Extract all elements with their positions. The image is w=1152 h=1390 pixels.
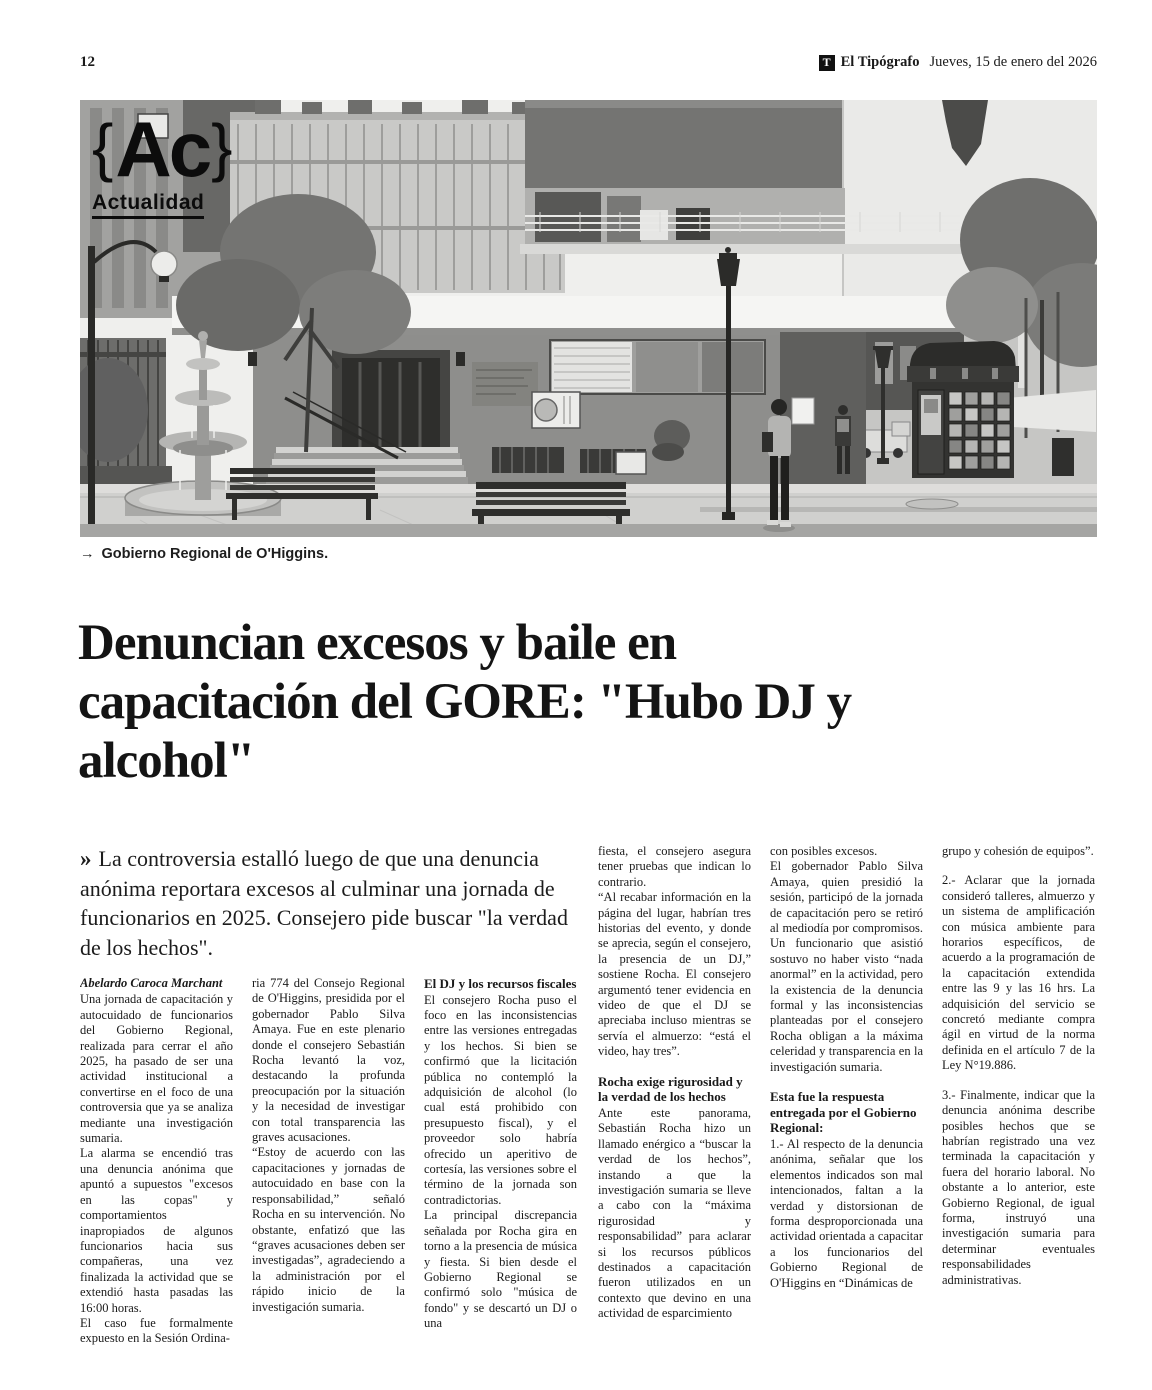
text-column	[598, 844, 751, 1338]
text-column	[80, 976, 233, 1354]
headline-line: alcohol"	[78, 733, 255, 790]
foreground-pavement	[80, 524, 1097, 537]
body-paragraph: 2.- Aclarar que la jornada consideró talleres, almuerzo y un sistema de amplificación con música ambiente para horarios específicos, de acuerdo a la programación de la capacitación extendida entre las 9 y las 16 hrs. La adquisición del servicio se concretó mediante compra ágil en virtud de la norma definida en el artículo 7 de la Ley N°19.886.	[942, 873, 1095, 1073]
newspaper-name: El Tipógrafo	[840, 54, 920, 70]
article-photo	[80, 100, 1097, 537]
text-column	[252, 976, 405, 1354]
badge-brace-right: }	[211, 111, 233, 183]
caption-arrow-icon: →	[80, 546, 95, 562]
text-column	[770, 844, 923, 1338]
section-subhead: Rocha exige rigurosidad y la verdad de los hechos	[598, 1073, 743, 1105]
body-paragraph: ria 774 del Consejo Regional de O'Higgins, presidida por el gobernador Pablo Silva Amaya. Fue en este plenario donde el consejero Sebastián Rocha levantó la voz, destacando la profunda preocupación por la situación y la necesidad de investigar con total transparencia las graves acusaciones.	[252, 976, 405, 1145]
trash-bin	[1052, 438, 1074, 476]
caption-text: Gobierno Regional de O'Higgins.	[101, 546, 329, 562]
body-paragraph: Ante este panorama, Sebastián Rocha hizo un llamado enérgico a “buscar la verdad de los hechos”, instando a que la investigación sumaria se lleve a cabo con la “máxima rigurosidad y responsabilidad” para aclarar si los recursos públicos destinados a capacitación fueron utilizados en un contexto que devino en una actividad de esparcimiento	[598, 1105, 751, 1321]
body-paragraph: “Al recabar información en la página del lugar, habrían tres historias del evento, y donde se aprecia, según el consejero, la presencia de un DJ,” sostiene Rocha. El consejero argumentó tener evidencia en video de que el DJ se apreciaba incluso mientras se servía el almuerzo: “está el video, hay tres”.	[598, 890, 751, 1059]
body-paragraph: La alarma se encendió tras una denuncia anónima que apuntó a supuestos "excesos en las copas" y comportamientos inapropiados de algunos funcionarios hacia sus compañeras, una vez finalizada la actividad que se extendió hasta pasadas las 16:00 horas.	[80, 1146, 233, 1315]
edition-date: Jueves, 15 de enero del 2026	[929, 54, 1097, 70]
lead-marker-icon: »	[80, 846, 92, 871]
body-paragraph: 3.- Finalmente, indicar que la denuncia anónima describe posibles hechos que se habrían registrado una vez terminada la capacitación y fuera del horario laboral. No obstante a lo anterior, este Gobierno Regional, de igual forma, instruyó una investigación sumaria para determinar eventuales responsabilidades administrativas.	[942, 1087, 1095, 1287]
badge-brace-left: {	[92, 111, 114, 183]
body-paragraph: grupo y cohesión de equipos”.	[942, 844, 1094, 858]
text-column	[942, 844, 1095, 1338]
body-paragraph: El caso fue formalmente expuesto en la Sesión Ordina-	[80, 1315, 233, 1346]
body-paragraph: Una jornada de capacitación y autocuidado de funcionarios del Gobierno Regional, realizada para cerrar el año 2025, ha pasado de ser una actividad institucional a convertirse en el foco de una controversia que ya se analiza mediante una investigación sumaria.	[80, 992, 233, 1146]
right-columns	[598, 844, 1097, 1338]
body-paragraph: 1.- Al respecto de la denuncia anónima, señalar que los elementos indicados son mal intencionados, faltan a la verdad y distorsionan de forma desproporcionada una actividad orientada a capacitar a los funcionarios del Gobierno Regional de O'Higgins en “Dinámicas de	[770, 1136, 923, 1290]
lead-text: La controversia estalló luego de que una denuncia anónima reportara excesos al culminar una jornada de funcionarios en 2025. Consejero pide buscar "la verdad de los hechos".	[80, 846, 568, 960]
headline-line: Denuncian excesos y baile en	[78, 615, 677, 672]
text-column	[424, 976, 577, 1354]
section-abbr	[92, 105, 233, 193]
author-byline: Abelardo Caroca Marchant	[80, 976, 223, 990]
page-header	[80, 54, 1097, 71]
body-paragraph: con posibles excesos.	[770, 844, 878, 858]
left-columns	[80, 976, 579, 1354]
body-left-half	[80, 844, 579, 1354]
section-subhead: Esta fue la respuesta entregada por el Gobierno Regional:	[770, 1089, 917, 1136]
body-paragraph: La principal discrepancia señalada por Rocha gira en torno a la presencia de música y fiesta. Si bien desde el Gobierno Regional se confirmó solo "música de fondo" y se descartó un DJ o una	[424, 1208, 577, 1331]
body-right-half	[598, 844, 1097, 1354]
section-badge	[92, 105, 233, 219]
article-lead	[80, 844, 579, 962]
masthead	[819, 54, 1097, 71]
page-number: 12	[80, 54, 95, 70]
section-label: Actualidad	[92, 192, 204, 219]
body-paragraph: “Estoy de acuerdo con las capacitaciones y jornadas de autocuidado en base con la responsabilidad,” señaló Rocha en su intervención. No obstante, enfatizó que las “graves acusaciones deben ser investigadas”, agradeciendo a la administración por el rápido inicio de la investigación sumaria.	[252, 1145, 405, 1314]
body-paragraph: El consejero Rocha puso el foco en las inconsistencias entre las versiones entregadas y los hechos. Si bien se confirmó que la licitación pública no contempló la adquisición de alcohol (lo cual está prohibido con presupuesto fiscal), y el proveedor solo habría ofrecido un aperitivo de cortesía, las versiones sobre el término de la jornada son contradictorias.	[424, 992, 577, 1207]
concrete-band	[525, 100, 843, 188]
headline-line: capacitación del GORE: "Hubo DJ y	[78, 674, 852, 731]
section-subhead: El DJ y los recursos fiscales	[424, 976, 577, 991]
body-paragraph: fiesta, el consejero asegura tener pruebas que indican lo contrario.	[598, 844, 751, 889]
badge-letters: Ac	[115, 105, 210, 193]
newsstand-kiosk	[907, 341, 1019, 478]
photo-caption	[80, 546, 328, 562]
article-body	[80, 844, 1097, 1354]
building-photo-illustration	[80, 100, 1097, 537]
body-paragraph: El gobernador Pablo Silva Amaya, quien presidió la sesión, participó de la jornada de capacitación pero se retiró al mediodía por compromisos. Un funcionario que asistió sostuvo no haber visto “nada anormal” en la actividad, pero la existencia de la denuncia formal y las inconsistencias planteadas por el consejero Rocha obligan a la máxima celeridad y transparencia en la investigación sumaria.	[770, 859, 923, 1074]
newspaper-logo-icon: T	[819, 55, 835, 71]
article-headline	[78, 614, 1058, 791]
